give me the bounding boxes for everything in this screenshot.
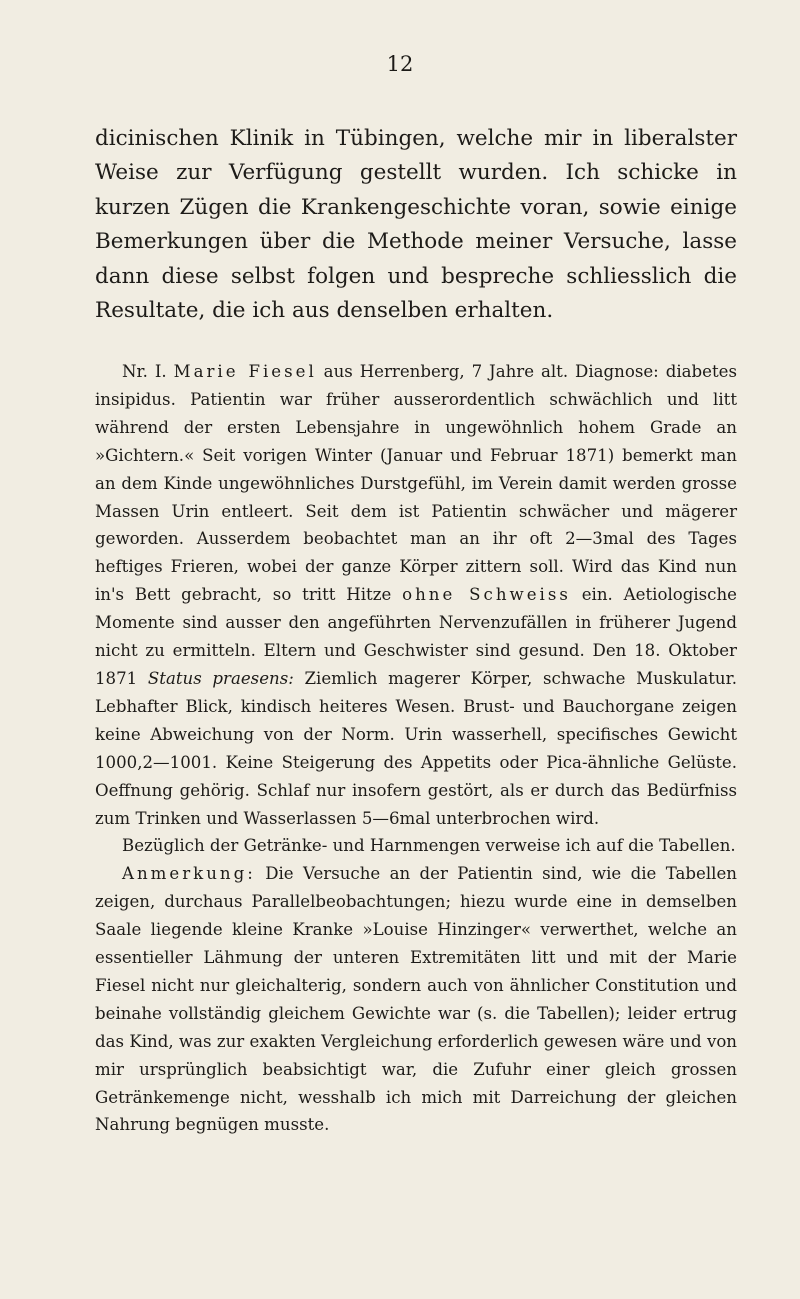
tables-note-paragraph: Bezüglich der Getränke- und Harnmengen verweise ich auf die Tabellen. <box>122 836 736 856</box>
case-number: Nr. I. <box>122 362 174 381</box>
remark-text: Die Versuche an der Patientin sind, wie die Tabellen zeigen, durchaus Parallelbeobachtungen; hiezu wurde eine in demselben Saale liegende kleine Kranke »Louise Hinzinger« verwerthet, welche an essentieller Lähmung der unteren Extremitäten litt und mit der Marie Fiesel nicht nur gleichalterig, sondern auch von ähnlicher Constitution und beinahe vollständig gleichem Gewichte war (s. die Tabellen); leider ertrug das Kind, was zur exakten Vergleichung erforderlich gewesen wäre und von mir ursprünglich beabsichtigt war, die Zufuhr einer gleich grossen Getränkemenge nicht, wesshalb ich mich mit Darreichung der gleichen Nahrung begnügen musste. <box>95 864 737 1135</box>
remark-label: Anmerkung: <box>122 864 256 884</box>
patient-name: Marie Fiesel <box>173 362 317 381</box>
case-report <box>95 358 737 1139</box>
case-paragraph <box>95 358 737 832</box>
case-text-part-1: aus Herrenberg, 7 Jahre alt. Diagnose: diabetes insipidus. Patientin war früher ausserordentlich schwächlich und litt während der ersten Lebensjahre in ungewöhnlich hohem Grade an »Gichtern.« Seit vorigen Winter (Januar und Februar 1871) bemerkt man an dem Kinde ungewöhnliches Durstgefühl, im Verein damit werden grosse Massen Urin entleert. Seit dem ist Patientin schwächer und mägerer geworden. Ausserdem beobachtet man an ihr oft 2—3mal des Tages heftiges Frieren, wobei der ganze Körper zittern soll. Wird das Kind nun in's Bett gebracht, so tritt Hitze <box>95 362 737 605</box>
status-praesens-label: Status praesens: <box>147 668 294 688</box>
intro-paragraph: dicinischen Klinik in Tübingen, welche mir in liberalster Weise zur Verfügung gestellt wurden. Ich schicke in kurzen Zügen die Krankengeschichte voran, sowie einige Bemerkungen über die Methode meiner Versuche, lasse dann diese selbst folgen und bespreche schliesslich die Resultate, die ich aus denselben erhalten. <box>95 125 737 324</box>
remark-paragraph <box>95 860 737 1139</box>
page-number: 12 <box>386 52 414 76</box>
case-text-part-3: Ziemlich magerer Körper, schwache Muskulatur. Lebhafter Blick, kindisch heiteres Wesen. Brust- und Bauchorgane zeigen keine Abweichung von der Norm. Urin wasserhell, specifisches Gewicht 1000,2—1001. Keine Steigerung des Appetits oder Pica-ähnliche Gelüste. Oeffnung gehörig. Schlaf nur insofern gestört, als er durch das Bedürfniss zum Trinken und Wasserlassen 5—6mal unterbrochen wird. <box>95 668 737 828</box>
case-text-part-2: ein. Aetiologische Momente sind ausser den angeführten Nervenzufällen in früherer Jugend nicht zu ermitteln. Eltern und Geschwister sind gesund. Den 18. Oktober 1871 <box>95 585 737 688</box>
emphasis-text: ohne Schweiss <box>402 585 571 605</box>
